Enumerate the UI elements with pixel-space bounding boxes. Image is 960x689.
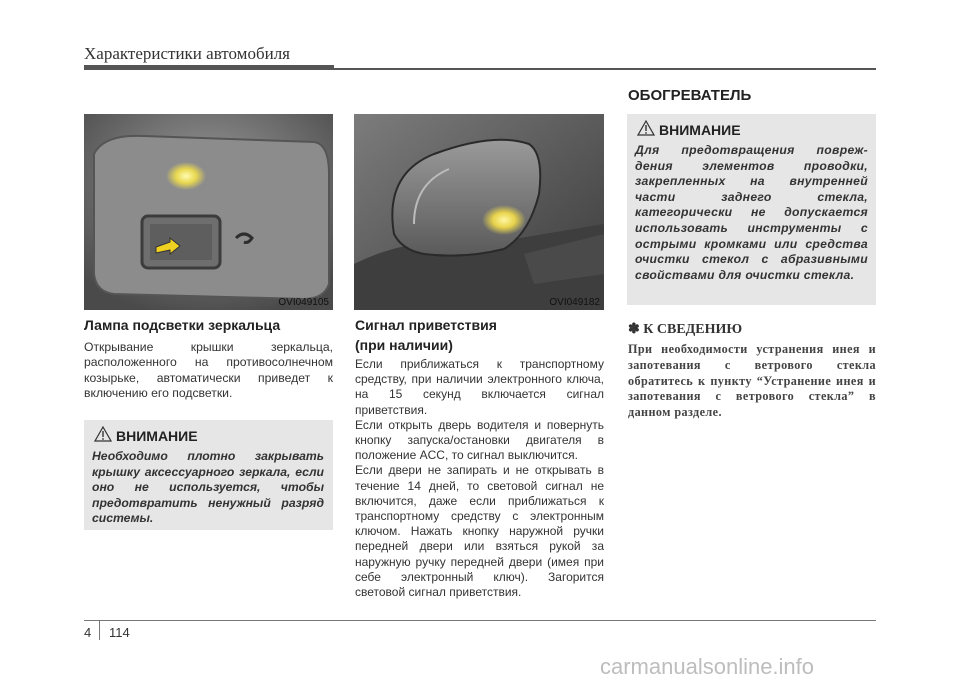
- vanity-warning-box: [84, 420, 333, 530]
- warning-title: ВНИМАНИЕ: [659, 122, 741, 138]
- heater-warning-box: [627, 114, 876, 305]
- chapter-number: 4: [84, 625, 92, 640]
- warning-title: ВНИМАНИЕ: [116, 428, 198, 444]
- warning-text: Необходимо плотно закрывать крышку аксессуарного зеркала, если оно не используется, чтобы предотвратить ненужный разряд системы.: [92, 449, 324, 526]
- page-number: 114: [109, 625, 130, 640]
- welcome-light-photo: [354, 114, 604, 310]
- photo-code: OVI049105: [278, 297, 329, 308]
- photo-code: OVI049182: [549, 297, 600, 308]
- warning-text: Для предотвращения повреж- дения элементов проводки, закрепленных на внутренней части заднего стекла, категорически не допускается использовать инструменты с острыми кромками или средства очистки стекол с абразивными свойствами для очистки стекла.: [635, 143, 868, 282]
- heater-section-title: ОБОГРЕВАТЕЛЬ: [628, 87, 752, 104]
- vanity-lamp-heading: Лампа подсветки зеркальца: [84, 317, 281, 333]
- watermark-text: carmanualsonline.info: [600, 654, 815, 679]
- page-header-title: Характеристики автомобиля: [84, 44, 290, 63]
- information-heading: ✽ К СВЕДЕНИЮ: [628, 322, 743, 337]
- side-mirror-illustration: [354, 114, 604, 310]
- header-rule: [84, 68, 876, 70]
- welcome-light-heading-2: (при наличии): [355, 337, 453, 353]
- information-text: При необходимости устранения инея и запотевания с ветрового стекла обратитесь к пункту “Устранение инея и запотевания с ветрового стекла” в данном разделе.: [628, 342, 876, 420]
- welcome-light-body: Если приближаться к транспортному средству, при наличии электронного ключа, на 15 секунд включается сигнал приветствия. Если открыть дверь водителя и повернуть кнопку запуска/остановки двигателя в положение ACC, то сигнал выключится. Если двери не запирать и не открывать в течение 14 дней, то световой сигнал не включится, даже если приближаться к транспортному средству с электронным ключом. Нажать кнопку наружной ручки передней двери или взяться рукой за наружную ручку передней двери (имея при себе электронный ключ). Загорится световой сигнал приветствия.: [355, 357, 604, 600]
- footer-divider: [99, 620, 100, 640]
- warning-triangle-icon: [94, 426, 112, 447]
- warning-triangle-icon: [637, 120, 655, 141]
- footer-rule: [84, 620, 876, 621]
- welcome-light-heading-1: Сигнал приветствия: [355, 317, 497, 333]
- vanity-lamp-body: Открывание крышки зеркальца, расположенного на противосолнечном козырьке, автоматически приведет к включению его подсветки.: [84, 340, 333, 400]
- vanity-mirror-photo: [84, 114, 333, 310]
- vanity-mirror-illustration: [84, 114, 333, 310]
